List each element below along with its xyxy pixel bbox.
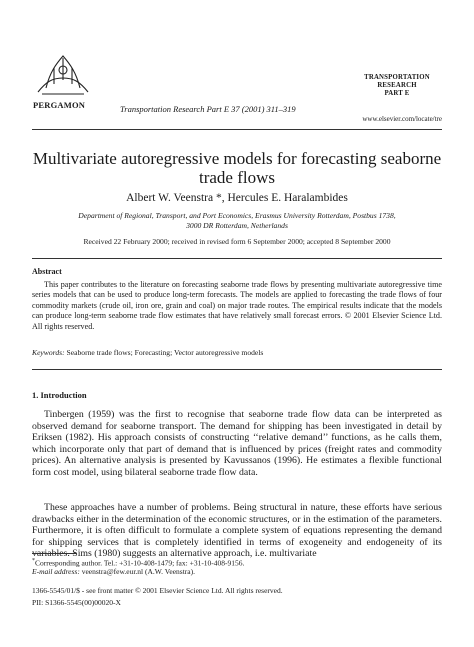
abstract-top-divider <box>32 258 442 259</box>
body-paragraph: These approaches have a number of problems. Being structural in nature, these efforts have serious drawbacks either in the determination of the economic structures, or in the estimation of the parameters. Furthermore, it is often difficult to formulate a complete system of equations representing the demand for shipping services that is completely identified in terms of exogeneity and endogeneity of its variables. Sims (1980) suggests an alternative approach, i.e. multivariate <box>32 502 442 560</box>
keywords <box>32 348 442 357</box>
keywords-label: Keywords: <box>32 348 65 357</box>
title-line: Multivariate autoregressive models for forecasting seaborne <box>32 149 442 168</box>
abstract-bottom-divider <box>32 369 442 370</box>
journal-url[interactable]: www.elsevier.com/locate/tre <box>362 115 442 123</box>
affiliation-line: 3000 DR Rotterdam, Netherlands <box>186 221 288 230</box>
journal-title <box>352 74 442 98</box>
footnote-divider <box>32 553 76 554</box>
abstract-text: This paper contributes to the literature on forecasting seaborne trade flows by presenting multivariate autoregressive time series models that can be used to produce long-term forecasts. The models are applied to forecasting the trade flows of four commodity markets (crude oil, iron ore, grain and coal) on major trade routes. The empirical results indicate that the models can produce long-term seaborne trade flow estimates that have relatively small forecast errors. © 2001 Elsevier Science Ltd. All rights reserved. <box>32 280 442 331</box>
body-paragraph: Tinbergen (1959) was the first to recognise that seaborne trade flow data can be interpreted as observed demand for seaborne transport. The demand for shipping has been investigated in detail by Eriksen (1982). His approach consists of constructing ‘‘relative demand’’ functions, as he calls them, which incorporate only that part of demand that is influenced by prices (freight rates and commodity prices). An alternative analysis is presented by Kavussanos (1996). He estimates a flexible functional form cost model, using bilateral seaborne trade flow data. <box>32 409 442 478</box>
abstract-heading: Abstract <box>32 267 62 276</box>
article-dates: Received 22 February 2000; received in revised form 6 September 2000; accepted 8 September 2000 <box>83 237 391 246</box>
keywords-list: Seaborne trade flows; Forecasting; Vector autoregressive models <box>66 348 264 357</box>
pii-line: PII: S1366-5545(00)00020-X <box>32 598 121 607</box>
publisher-name: PERGAMON <box>33 100 86 110</box>
footnote-email <box>32 567 442 577</box>
footnote-marker: * <box>32 558 35 564</box>
affiliation-line: Department of Regional, Transport, and Port Economics, Erasmus University Rotterdam, Postbus 1738, <box>78 211 396 220</box>
pergamon-logo <box>32 48 94 98</box>
section-heading: 1. Introduction <box>32 390 87 400</box>
email-value[interactable]: veenstra@few.eur.nl (A.W. Veenstra). <box>81 567 195 576</box>
email-label: E-mail address: <box>32 567 80 576</box>
title-line: trade flows <box>198 168 275 187</box>
header-divider <box>32 129 442 130</box>
affiliation <box>60 211 414 231</box>
front-matter-line: 1366-5545/01/$ - see front matter © 2001 Elsevier Science Ltd. All rights reserved. <box>32 586 283 595</box>
journal-title-line: TRANSPORTATION <box>364 74 430 81</box>
article-title <box>32 149 442 187</box>
journal-title-line: RESEARCH <box>377 82 417 89</box>
journal-citation: Transportation Research Part E 37 (2001) 311–319 <box>120 104 296 114</box>
authors: Albert W. Veenstra *, Hercules E. Haralambides <box>126 192 348 204</box>
footnote-text: Corresponding author. Tel.: +31-10-408-1479; fax: +31-10-408-9156. <box>35 558 245 568</box>
journal-title-line: PART E <box>384 90 410 97</box>
